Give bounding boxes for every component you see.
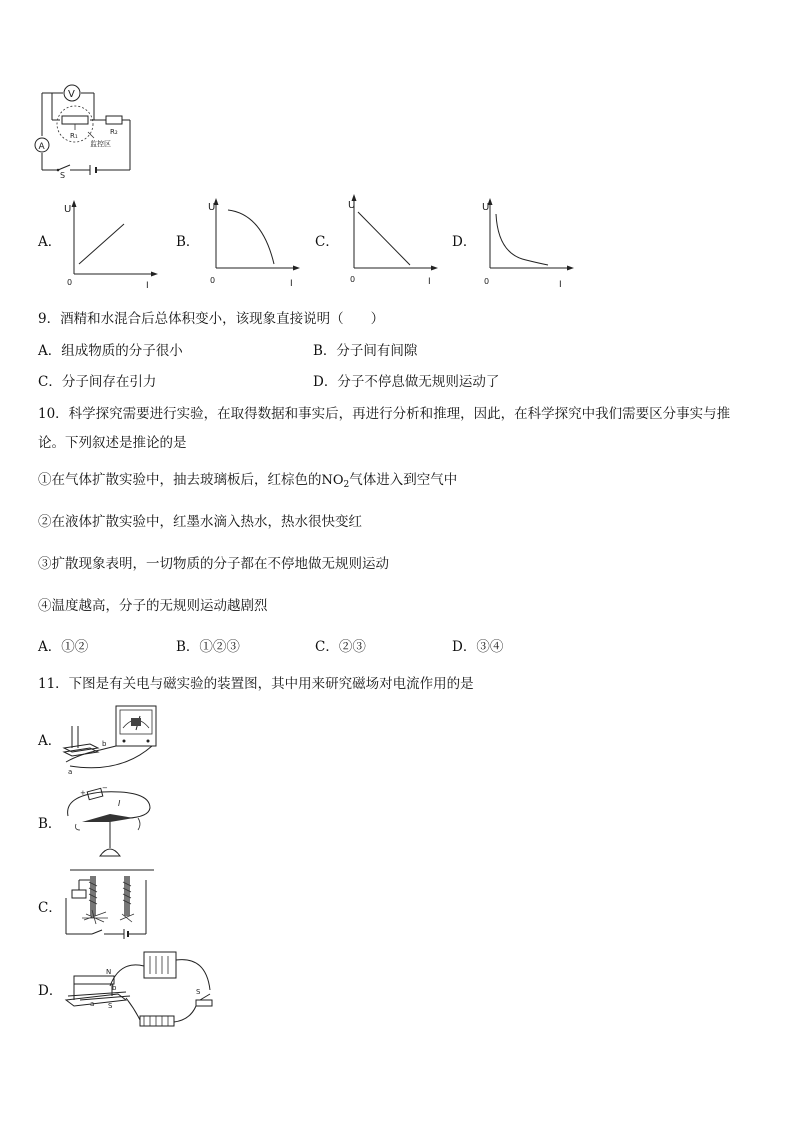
q10-item-2: ②在液体扩散实验中，红墨水滴入热水，热水很快变红 bbox=[38, 514, 362, 530]
rheostat-icon bbox=[72, 890, 86, 898]
switch-icon bbox=[196, 1000, 212, 1006]
circuit-figure bbox=[30, 78, 140, 178]
circuit-diagram bbox=[30, 78, 140, 178]
graph-d-x-label: I bbox=[559, 280, 562, 290]
graph-option-a-letter[interactable]: A． bbox=[38, 234, 62, 250]
fig-d-a-label: a bbox=[90, 1000, 95, 1008]
q11-stem: 11．下图是有关电与磁实验的装置图，其中用来研究磁场对电流作用的是 bbox=[38, 676, 474, 692]
graph-option-d-letter[interactable]: D． bbox=[452, 234, 477, 250]
r2-label: R₂ bbox=[110, 128, 118, 136]
fig-d-s-pole-label: S bbox=[108, 1002, 113, 1010]
q9-option-a[interactable]: A．组成物质的分子很小 bbox=[38, 343, 183, 359]
switch-icon bbox=[58, 165, 70, 170]
graph-d[interactable] bbox=[478, 196, 578, 290]
q9-stem: 9．酒精和水混合后总体积变小，该现象直接说明（ ） bbox=[38, 311, 385, 327]
switch-icon bbox=[92, 930, 102, 934]
graph-d-origin: 0 bbox=[484, 277, 490, 286]
switch-label: S bbox=[60, 171, 66, 180]
fig-a-b-label: b bbox=[102, 740, 107, 748]
compass-needle-icon bbox=[82, 814, 134, 822]
r1-label: R₁ bbox=[70, 132, 78, 140]
resistor-r1 bbox=[62, 116, 88, 124]
graph-c[interactable] bbox=[342, 192, 442, 286]
q10-stem-line1: 10．科学探究需要进行实验，在取得数据和事实后，再进行分析和推理，因此，在科学探究中我们需要区分事实与推 bbox=[38, 406, 731, 422]
graph-c-origin: 0 bbox=[350, 275, 356, 284]
q11-option-a[interactable]: A． bbox=[38, 733, 62, 749]
q11-figure-d[interactable] bbox=[60, 946, 216, 1032]
graph-option-c-letter[interactable]: C． bbox=[315, 234, 339, 250]
q9-option-b[interactable]: B．分子间有间隙 bbox=[313, 343, 418, 359]
q10-option-b[interactable]: B．①②③ bbox=[176, 639, 240, 655]
q11-figure-a[interactable] bbox=[60, 704, 160, 776]
monitor-zone-label: 监控区 bbox=[90, 140, 111, 148]
q11-option-c[interactable]: C． bbox=[38, 900, 62, 916]
magnet-icon bbox=[74, 976, 114, 984]
fig-a-a-label: a bbox=[68, 768, 73, 776]
q11-option-d[interactable]: D． bbox=[38, 983, 63, 999]
q10-option-a[interactable]: A．①② bbox=[38, 639, 89, 655]
fig-b-current-label: I bbox=[118, 799, 121, 808]
battery-pack-icon bbox=[144, 952, 176, 978]
no2-formula: $NO_2$ bbox=[321, 473, 350, 490]
graph-c-y-label: U bbox=[348, 200, 356, 211]
graph-a-x-label: I bbox=[146, 281, 149, 291]
q9-option-d[interactable]: D．分子不停息做无规则运动了 bbox=[313, 374, 500, 390]
voltmeter-label: V bbox=[68, 89, 75, 100]
q10-item-4: ④温度越高，分子的无规则运动越剧烈 bbox=[38, 598, 268, 614]
q10-item-3: ③扩散现象表明，一切物质的分子都在不停地做无规则运动 bbox=[38, 556, 389, 572]
q10-stem-line2: 论。下列叙述是推论的是 bbox=[38, 435, 187, 451]
q11-option-b[interactable]: B． bbox=[38, 816, 62, 832]
graph-b[interactable] bbox=[204, 196, 304, 288]
fig-d-switch-label: S bbox=[196, 988, 201, 996]
q11-figure-b[interactable] bbox=[62, 784, 156, 860]
fig-b-minus: − bbox=[102, 784, 108, 792]
fig-d-n-label: N bbox=[106, 968, 112, 976]
graph-b-x-label: I bbox=[290, 279, 293, 289]
graph-b-y-label: U bbox=[208, 202, 216, 213]
graph-option-b-letter[interactable]: B． bbox=[176, 234, 200, 250]
graph-d-y-label: U bbox=[482, 202, 490, 213]
ammeter-label: A bbox=[38, 142, 45, 152]
graph-a[interactable] bbox=[62, 198, 162, 290]
rheostat-icon bbox=[140, 1016, 174, 1026]
graph-a-origin: 0 bbox=[67, 278, 73, 287]
q10-item-1: ①在气体扩散实验中，抽去玻璃板后，红棕色的$NO_2$气体进入到空气中 bbox=[38, 472, 458, 490]
graph-b-origin: 0 bbox=[210, 276, 216, 285]
graph-a-y-label: U bbox=[64, 204, 72, 215]
fig-d-b-label: b bbox=[112, 984, 117, 992]
q10-option-d[interactable]: D．③④ bbox=[452, 639, 504, 655]
q10-option-c[interactable]: C．②③ bbox=[315, 639, 366, 655]
fig-b-plus: + bbox=[80, 789, 86, 797]
graph-c-x-label: I bbox=[428, 277, 431, 287]
q9-option-c[interactable]: C．分子间存在引力 bbox=[38, 374, 157, 390]
q11-figure-c[interactable] bbox=[62, 868, 156, 944]
resistor-r2 bbox=[106, 116, 122, 124]
